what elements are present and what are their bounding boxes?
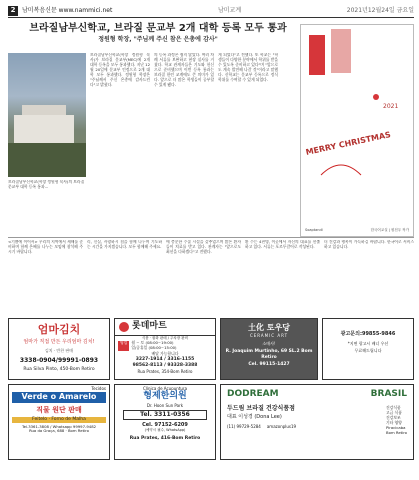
ad-verde-amarelo: [8, 384, 110, 460]
card-credit-right: 한국어교실 | 원천우 작가: [370, 228, 409, 233]
card-greeting: MERRY CHRISTMAS: [304, 130, 392, 157]
article-col-3: 게 되었다"고 전했다. 또 학교는 "학생들이 다양한 분야에서 학위를 받을 수 있도록 준비하고 있다"며 "앞으로도 계속 발전해 나갈 것"이라고 말했다. 신학교는 문교부 등록으로 정식 학위를 수여할 수 있게 되었다.: [218, 53, 278, 82]
lotte-address: Rua Prates, 354-Bom Retiro: [137, 368, 193, 374]
dodream-loc: Bom Retiro: [386, 430, 407, 436]
article-col-1: 브라질남부신학교(학장 정원형 목사)가 브라질 문교부(MEC)에 2개 대학 등록을 모두 통과했다. 지난 12월 20일에 문교부 인정으로 2개 대학 모두 통과했다. 정원형 학장은 "주님께서 주신 은총에 감사드린다"고 밝혔다.: [90, 53, 150, 87]
article-headline: 브라질남부신학교, 브라질 문교부 2개 대학 등록 모두 통과: [29, 23, 287, 34]
clinic-address: Rua Prates, 416-Bom Retiro: [129, 435, 201, 441]
verde-label: Tecidos: [91, 386, 106, 391]
emma-phone: 3338-0904/99991-0893: [19, 356, 99, 364]
clinic-tel: Tel. 3311-0356: [123, 410, 207, 420]
emma-logo: 엄마김치: [37, 323, 81, 336]
promo-line-1: 광고문의:99855-9846: [340, 331, 396, 337]
seminary-photo: [8, 53, 86, 177]
dodream-name: DODREAM: [227, 389, 279, 399]
lower-col-1: <기쁨에 이어서> 우리의 지역에서 새해를 준비하며 함께 은혜를 나누는 모임에 참석해 주시기 바랍니다.: [8, 240, 83, 254]
towha-tag: 소매사!: [262, 340, 276, 346]
card-footer: [305, 228, 409, 233]
towha-address: R. Joaquim Murtinho, 69 SL.2 Bom Retiro: [225, 348, 313, 360]
dodream-phone: (11) 99729-5284: [227, 423, 261, 429]
dodream-items: [386, 405, 407, 436]
ad-promo: [322, 318, 414, 380]
dodream-site: amazonplus19: [266, 423, 297, 429]
clinic-cel: Cel. 97152-6209: [142, 421, 188, 428]
lower-col-2: 리, 신실, 사랑하시 짐을 함께 나누며 기도하는 시간을 가지겠습니다. 모두 함께해 주세요.: [87, 240, 162, 249]
lotte-note: 배달 가능합니다: [151, 351, 179, 357]
dodream-loc: Piracicaba: [386, 425, 406, 431]
ad-emma-kimchi: [8, 318, 110, 380]
card-year: 2021: [383, 103, 399, 110]
article-col-2: 의 등록 과정은 쉽지 않았다. 여러 차례 서류를 보완하고 현장 실사를 거쳤다. 학교 관계자들은 기도와 헌신으로 준비했으며 이번 등록 통과는 브라질 한인 교계에도 큰 의미가 있다. 앞으로 더 많은 학생들이 공부할 수 있게 됐다.: [154, 53, 214, 87]
verde-brand: Verde o Amarelo: [12, 392, 106, 402]
lotte-header: [115, 319, 215, 336]
lotte-phone-1: 3227-1914 / 3316-1155: [135, 357, 195, 362]
page-header: [8, 6, 414, 16]
clinic-note: (예약시 필수, WhatsApp): [144, 428, 186, 433]
issue-date: 2021년12월24일 금요일: [346, 7, 414, 15]
emma-sub: 김치 · 반찬 판매: [44, 347, 74, 353]
towha-phone: Cel. 99115-1427: [248, 362, 290, 368]
dodream-rep: 대표 이성경 (Dona Lee): [227, 414, 282, 421]
publication-name: 남미복음신문 www.nammici.net: [22, 7, 113, 15]
lower-col-5: 더 건강과 행복이 가득하길 바랍니다. 한국어로 서비스하고 있습니다.: [324, 240, 414, 249]
towha-en: CERAMIC ART: [249, 333, 289, 339]
card-illustration: [301, 25, 414, 215]
lower-col-3: 에 충분한 수술 시설을 갖추었으며 많은 환자들이 치료를 받고 있다. 관계자는 "앞으로도 최선을 다하겠다"고 전했다.: [166, 240, 241, 254]
lotte-hours-label: 영업: [118, 341, 129, 351]
ad-towha-ceramic: [220, 318, 318, 380]
lower-col-4: 환 수는 4천명, 이곳에서 자신의 대표를 선출하고 있다. 서류는 포르투갈어로 작성된다.: [245, 240, 320, 249]
lotte-logo-icon: [119, 322, 129, 332]
card-credit-left: Soaptandl: [305, 228, 323, 233]
article-subhead: 정원형 학장, "주님께 주신 참은 은총에 감사": [98, 36, 218, 43]
verde-tag: Feitelo · Forno de Malha: [12, 417, 106, 423]
dodream-tag: 두드림 브라질 건강식품점: [227, 404, 295, 412]
promo-line-2: *지면 광고시 배너 우선: [347, 340, 389, 346]
lotte-phone-2: 98562-8113 / 93328-3388: [132, 362, 198, 368]
lotte-hours-1: 월 ~ 토 (08:00~19:00): [131, 340, 174, 346]
clinic-name: 형제한의원: [143, 391, 187, 402]
dodream-item: 건강식품: [386, 404, 401, 410]
ad-lotte-mart: [114, 318, 216, 380]
verde-phone: Tel.3361-3808 / Whatsapp 99997-9482: [21, 423, 97, 429]
lotte-name: 롯데마트: [132, 321, 167, 331]
emma-address: Rua Silva Pinto, 450-Bom Retiro: [23, 366, 95, 372]
dodream-item: 기타 영양: [386, 420, 402, 426]
verde-address: Rua da Graça, 688 · Bom Retiro: [29, 428, 89, 434]
dodream-contact: [227, 424, 382, 429]
lotte-hours-2: 일/공휴일 (08:00~15:00): [131, 345, 177, 351]
ad-clinic: [114, 384, 216, 460]
photo-caption: 브라질남부신학교(학장 정원형 목사)의 브라질 문교부 대학 등록 통과...: [8, 180, 85, 189]
dodream-item: 건강보조: [386, 414, 401, 420]
page-number: 2: [8, 6, 18, 16]
promo-line-3: 무료해드립니다: [354, 347, 382, 353]
dodream-item: 고급 식품: [386, 409, 402, 415]
ad-dodream: [220, 384, 414, 460]
verde-sub: 직물 원단 판매: [36, 405, 82, 414]
dodream-body: [221, 405, 413, 436]
christmas-card: [300, 24, 414, 237]
section-name: 남미교계: [217, 7, 242, 15]
emma-slogan: 엄마가 직접 만든 우리엄마 김치!: [23, 339, 95, 346]
dodream-header: [221, 385, 413, 405]
clinic-doctor: Dr. Hoon Sun Park: [146, 402, 184, 408]
dodream-brazil: BRASIL: [370, 389, 407, 399]
header-divider: [8, 17, 414, 18]
section-divider: [8, 237, 414, 238]
clinic-label: Clínica de Acupuntura: [142, 386, 188, 391]
towha-name: 土化 토우당: [248, 323, 290, 332]
lotte-sub: 식품 · 잡화 판매 / 주차장 완비: [141, 335, 189, 340]
